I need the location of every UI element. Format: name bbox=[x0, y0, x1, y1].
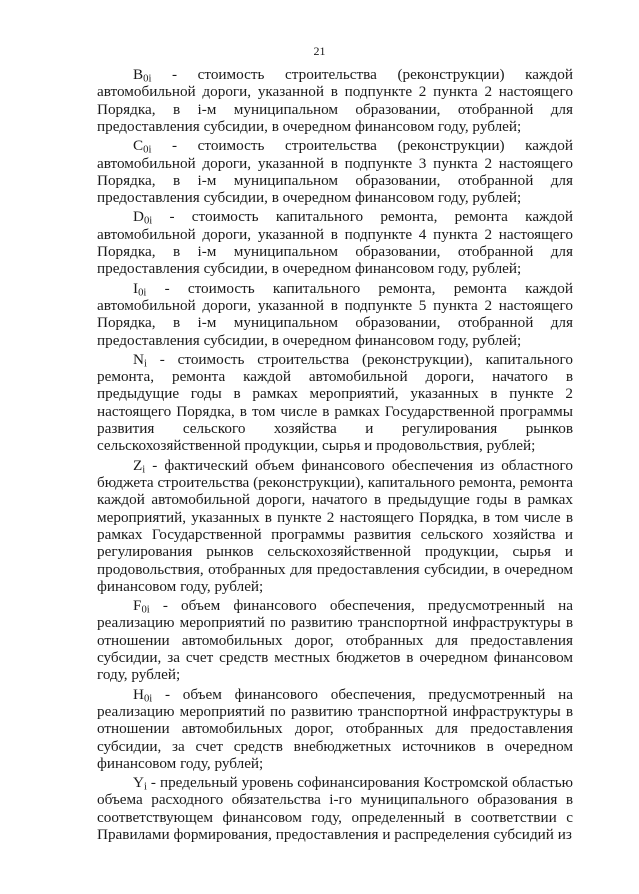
paragraph-i0i bbox=[97, 280, 573, 349]
paragraph-ni bbox=[97, 351, 573, 455]
paragraph-h0i bbox=[97, 686, 573, 773]
variable-symbol: N bbox=[133, 350, 144, 368]
variable-subscript: 0i bbox=[143, 73, 152, 85]
paragraph-yi bbox=[97, 774, 573, 843]
variable-symbol: D bbox=[133, 208, 144, 226]
variable-symbol: I bbox=[133, 279, 139, 297]
paragraph-f0i bbox=[97, 597, 573, 684]
variable-subscript: 0i bbox=[141, 604, 150, 616]
variable-symbol: H bbox=[133, 685, 144, 703]
paragraph-text: - стоимость строительства (реконструкции) каждой автомобильной дороги, указанной в подпункте 2 пункта 2 настоящего Порядка, в i-м муниципальном образовании, отобранной для предоставления субсидии, в очередном финансовом году, рублей; bbox=[97, 66, 573, 136]
paragraph-text: - предельный уровень софинансирования Костромской областью объема расходного обязательства i-го муниципального образования в соответствующем финансовом году, определенный в соответствии с Правилами формирования, предоставления и распределения субсидий из bbox=[97, 774, 573, 844]
paragraph-text: - фактический объем финансового обеспечения из областного бюджета строительства (реконструкции), капитального ремонта, ремонта каждой автомобильной дороги, начатого в предыдущие годы в рамках мероприятий, указанных в пункте 2 настоящего Порядка, в том числе в рамках Государственной программы развития сельского хозяйства и регулирования рынков сельскохозяйственной продукции, сырья и продовольствия, отобранных для предоставления субсидии, в очередном финансовом году, рублей; bbox=[97, 456, 573, 595]
paragraph-zi bbox=[97, 457, 573, 596]
variable-subscript: i bbox=[142, 464, 146, 476]
paragraph-text: - объем финансового обеспечения, предусмотренный на реализацию мероприятий по развитию транспортной инфраструктуры в отношении автомобильных дорог, отобранных для предоставления субсидии, за счет средств местных бюджетов в очередном финансовом году, рублей; bbox=[97, 597, 573, 684]
paragraph-text: - стоимость строительства (реконструкции) каждой автомобильной дороги, указанной в подпункте 3 пункта 2 настоящего Порядка, в i-м муниципальном образовании, отобранной для предоставления субсидии, в очередном финансовом году, рублей; bbox=[97, 137, 573, 207]
variable-symbol: Y bbox=[133, 774, 144, 792]
variable-subscript: 0i bbox=[143, 144, 152, 156]
variable-symbol: Z bbox=[133, 456, 143, 474]
page-number: 21 bbox=[313, 44, 326, 58]
variable-symbol: F bbox=[133, 597, 142, 615]
variable-subscript: i bbox=[143, 358, 147, 370]
paragraph-text: - стоимость капитального ремонта, ремонта каждой автомобильной дороги, указанной в подпункте 5 пункта 2 настоящего Порядка, в i-м муниципальном образовании, отобранной для предоставления субсидии, в очередном финансовом году, рублей; bbox=[97, 279, 573, 349]
paragraph-d0i bbox=[97, 208, 573, 277]
variable-subscript: 0i bbox=[143, 216, 153, 227]
document-body bbox=[97, 66, 573, 844]
variable-symbol: B bbox=[133, 66, 144, 83]
paragraph-c0i bbox=[97, 137, 573, 206]
variable-subscript: i bbox=[143, 781, 147, 793]
variable-subscript: 0i bbox=[138, 287, 147, 299]
paragraph-text: - стоимость капитального ремонта, ремонта каждой автомобильной дороги, указанной в подпункте 4 пункта 2 настоящего Порядка, в i-м муниципальном образовании, отобранной для предоставления субсидии, в очередном финансовом году, рублей; bbox=[97, 208, 573, 278]
paragraph-text: - стоимость строительства (реконструкции), капитального ремонта, ремонта каждой автомобильной дороги, начатого в предыдущие годы в рамках мероприятий, указанных в пункте 2 настоящего Порядка, в том числе в рамках Государственной программы развития сельского хозяйства и регулирования рынков сельскохозяйственной продукции, сырья и продовольствия, рублей; bbox=[97, 350, 573, 455]
variable-subscript: 0i bbox=[143, 693, 153, 705]
variable-symbol: C bbox=[133, 137, 144, 155]
paragraph-b0i bbox=[97, 66, 573, 135]
paragraph-text: - объем финансового обеспечения, предусмотренный на реализацию мероприятий по развитию транспортной инфраструктуры в отношении автомобильных дорог, отобранных для предоставления субсидии, за счет средств внебюджетных источников в очередном финансовом году, рублей; bbox=[97, 685, 573, 772]
